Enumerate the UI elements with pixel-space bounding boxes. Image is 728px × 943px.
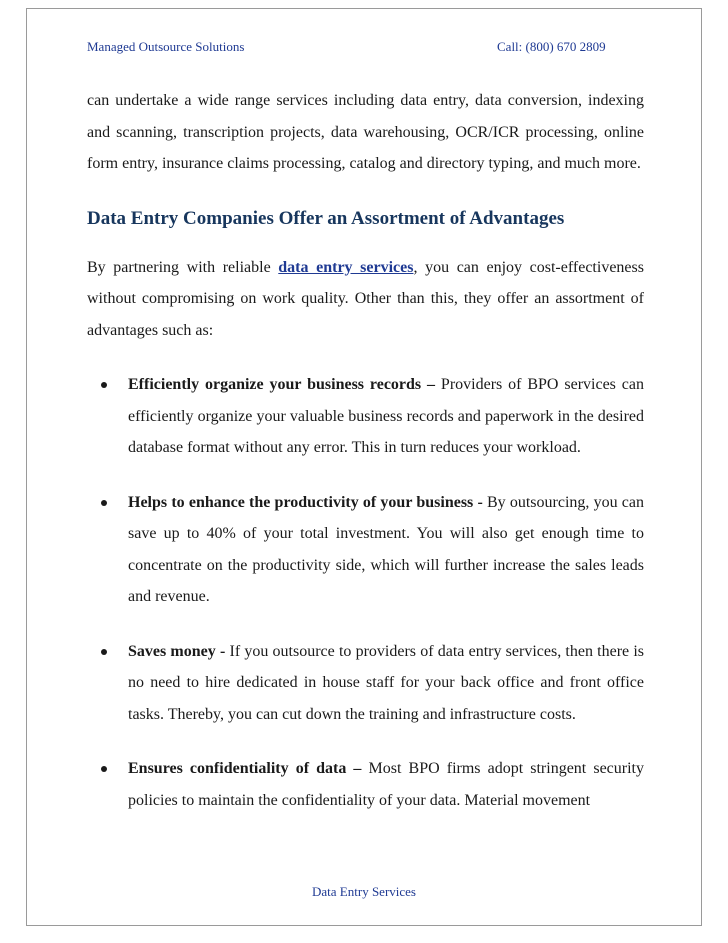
header-company: Managed Outsource Solutions: [87, 39, 245, 54]
list-item: [87, 753, 644, 816]
advantages-list: [87, 369, 644, 816]
section-heading: Data Entry Companies Offer an Assortment of Advantages: [87, 207, 565, 229]
list-item-text: Providers of BPO services can efficiently organize your valuable business records and paperwork in the desired database format without any error. This in turn reduces your workload.: [128, 376, 644, 456]
page-content: [87, 85, 644, 839]
intro-paragraph: [87, 252, 644, 347]
list-item-title: Helps to enhance the productivity of your business -: [128, 493, 483, 511]
list-item-text: If you outsource to providers of data entry services, then there is no need to hire dedicated in house staff for your back office and front office tasks. Thereby, you can cut down the training and infrastructure costs.: [128, 642, 645, 723]
bullet-icon: [101, 649, 107, 655]
list-item-title: Saves money -: [128, 642, 226, 660]
list-item: [87, 369, 644, 464]
list-item: [87, 487, 644, 613]
footer-label: Data Entry Services: [312, 884, 416, 899]
header-phone: Call: (800) 670 2809: [497, 39, 606, 54]
list-item-title: Ensures confidentiality of data –: [128, 760, 362, 777]
data-entry-services-link[interactable]: data entry services: [278, 258, 414, 276]
continued-paragraph: can undertake a wide range services including data entry, data conversion, indexing and scanning, transcription projects, data warehousing, OCR/ICR processing, online form entry, insurance claims processing, catalog and directory typing, and much more.: [87, 92, 644, 172]
bullet-icon: [101, 766, 107, 772]
bullet-icon: [101, 382, 107, 388]
list-item-text: By outsourcing, you can save up to 40% of your total investment. You will also get enough time to concentrate on the productivity side, which will further increase the sales leads and revenue.: [128, 493, 645, 605]
bullet-icon: [101, 500, 107, 506]
intro-text-end: , you can enjoy cost-effectiveness without compromising on work quality. Other than this, they offer an assortment of advantages such as:: [87, 258, 644, 339]
list-item-title: Efficiently organize your business records –: [128, 376, 436, 393]
intro-text-start: By partnering with reliable: [87, 258, 279, 276]
list-item: [87, 636, 644, 731]
list-item-text: Most BPO firms adopt stringent security policies to maintain the confidentiality of your data. Material movement: [128, 760, 644, 809]
